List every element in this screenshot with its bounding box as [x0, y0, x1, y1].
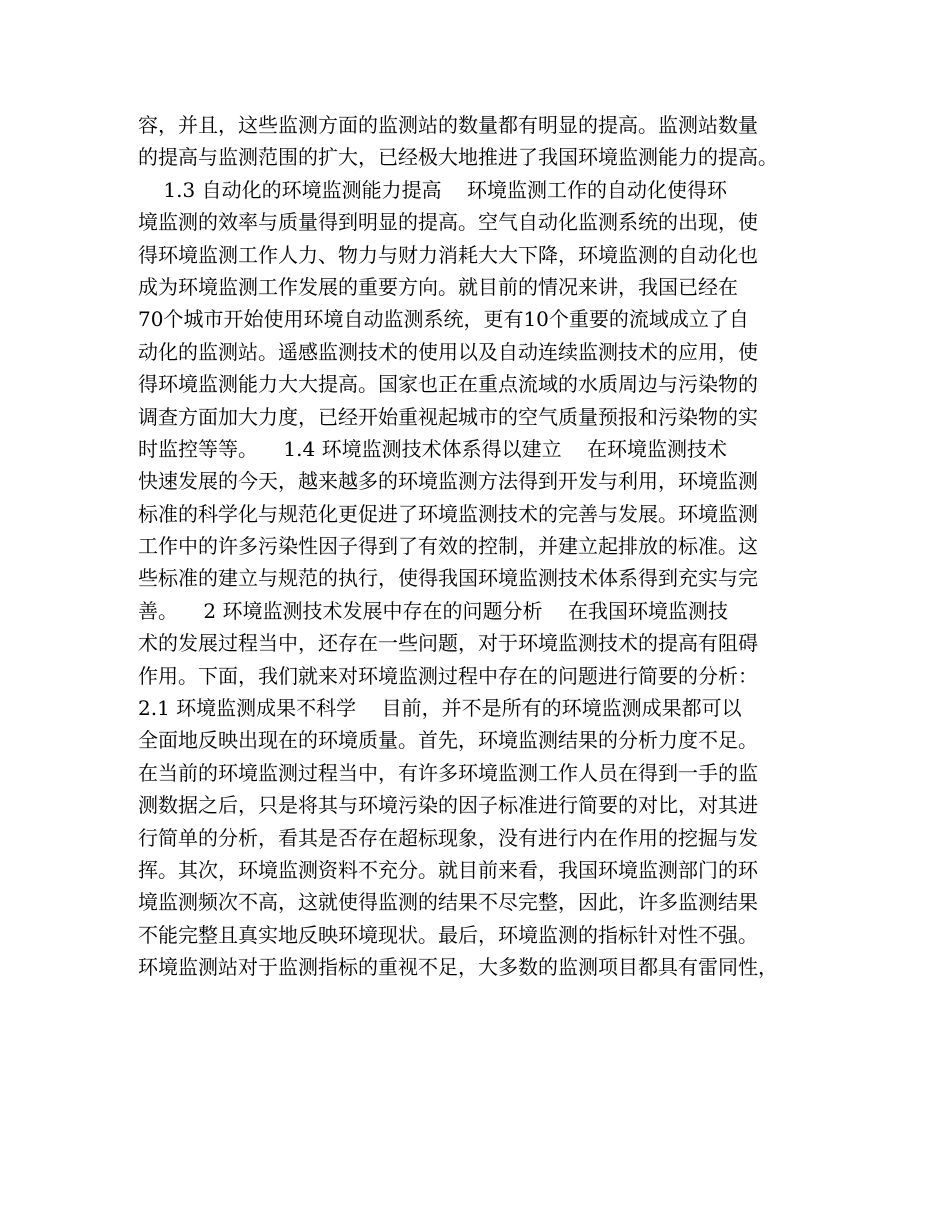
- text-line: 动化的监测站。遥感监测技术的使用以及自动连续监测技术的应用，使: [138, 339, 758, 364]
- text-line: 术的发展过程当中，还存在一些问题，对于环境监测技术的提高有阻碍: [138, 631, 758, 656]
- text-line: 调查方面加大力度，已经开始重视起城市的空气质量预报和污染物的实: [138, 404, 758, 429]
- text-line: 境监测频次不高，这就使得监测的结果不尽完整，因此，许多监测结果: [138, 890, 758, 915]
- text-line: 环境监测站对于监测指标的重视不足，大多数的监测项目都具有雷同性，: [138, 955, 778, 980]
- text-line: 得环境监测能力大大提高。国家也正在重点流域的水质周边与污染物的: [138, 372, 758, 397]
- text-line: 些标准的建立与规范的执行，使得我国环境监测技术体系得到充实与完: [138, 566, 758, 591]
- text-line: 快速发展的今天，越来越多的环境监测方法得到开发与利用，环境监测: [138, 469, 758, 494]
- text-line: 境监测的效率与质量得到明显的提高。空气自动化监测系统的出现，使: [138, 210, 758, 235]
- text-line: 善。 2 环境监测技术发展中存在的问题分析 在我国环境监测技: [138, 598, 728, 623]
- text-line: 容，并且，这些监测方面的监测站的数量都有明显的提高。监测站数量: [138, 113, 758, 137]
- text-line: 工作中的许多污染性因子得到了有效的控制，并建立起排放的标准。这: [138, 534, 758, 559]
- text-line: 标准的科学化与规范化更促进了环境监测技术的完善与发展。环境监测: [138, 501, 758, 526]
- text-line: 得环境监测工作人力、物力与财力消耗大大下降，环境监测的自动化也: [138, 242, 758, 267]
- text-line: 1.3 自动化的环境监测能力提高 环境监测工作的自动化使得环: [138, 177, 728, 202]
- text-line: 挥。其次，环境监测资料不充分。就目前来看，我国环境监测部门的环: [138, 857, 758, 882]
- text-line: 行简单的分析，看其是否存在超标现象，没有进行内在作用的挖掘与发: [138, 825, 758, 850]
- body-text: [138, 109, 828, 984]
- text-line: 全面地反映出现在的环境质量。首先，环境监测结果的分析力度不足。: [138, 728, 758, 753]
- text-line: 成为环境监测工作发展的重要方向。就目前的情况来讲，我国已经在: [138, 274, 738, 299]
- text-line: 作用。下面，我们就来对环境监测过程中存在的问题进行简要的分析：: [138, 663, 758, 688]
- text-line: 70个城市开始使用环境自动监测系统，更有10个重要的流域成立了自: [138, 307, 749, 332]
- text-line: 测数据之后，只是将其与环境污染的因子标准进行简要的对比，对其进: [138, 793, 758, 818]
- text-line: 在当前的环境监测过程当中，有许多环境监测工作人员在得到一手的监: [138, 760, 758, 785]
- text-line: 2.1 环境监测成果不科学 目前，并不是所有的环境监测成果都可以: [138, 696, 742, 721]
- text-line: 不能完整且真实地反映环境现状。最后，环境监测的指标针对性不强。: [138, 922, 758, 947]
- text-line: 的提高与监测范围的扩大，已经极大地推进了我国环境监测能力的提高。: [138, 145, 778, 170]
- text-line: 时监控等等。 1.4 环境监测技术体系得以建立 在环境监测技术: [138, 436, 728, 461]
